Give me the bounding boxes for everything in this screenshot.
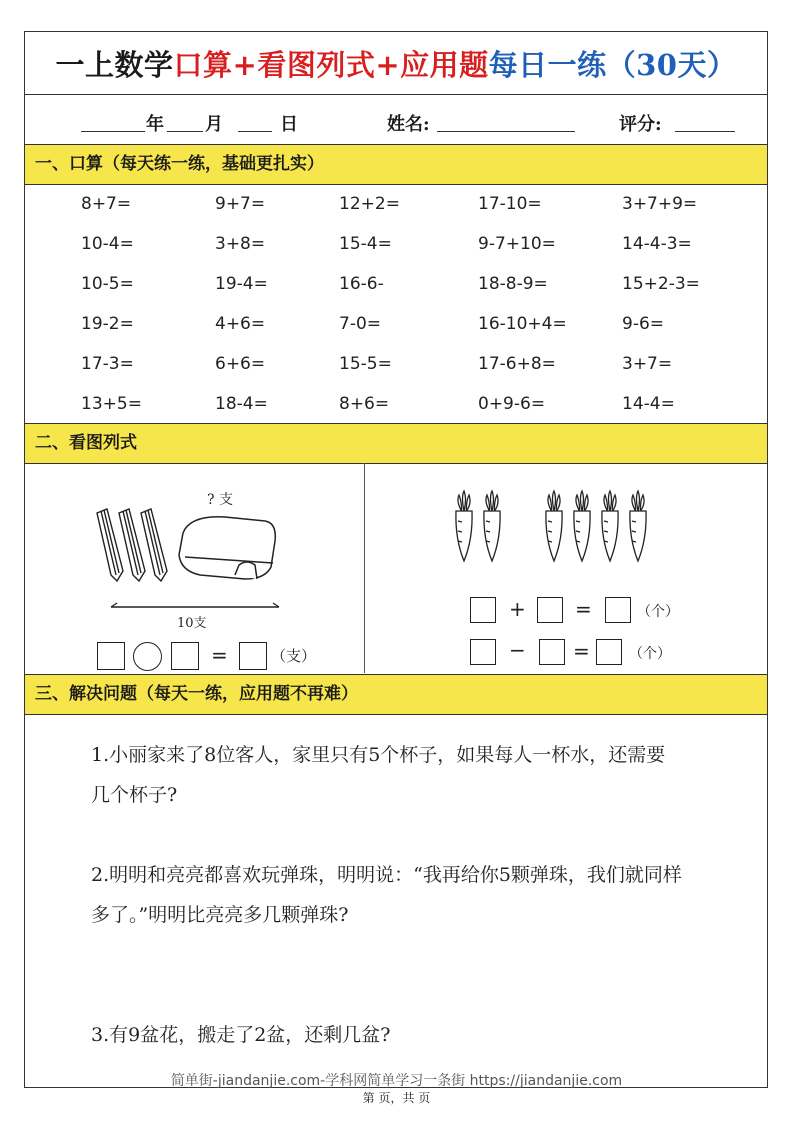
problem-line: 多了。”明明比亮亮多几颗弹珠?	[91, 904, 349, 926]
answer-box[interactable]	[97, 642, 125, 670]
equals-sign: =	[211, 643, 228, 667]
calc-item: 17-10=	[478, 194, 542, 214]
calc-item: 10-4=	[81, 234, 134, 254]
problem-2	[91, 855, 731, 935]
operator-circle[interactable]	[133, 642, 162, 671]
minus-sign: −	[509, 638, 526, 662]
calc-item: 15-5=	[339, 354, 392, 374]
day-blank[interactable]	[238, 131, 272, 132]
equals-sign: =	[573, 639, 590, 663]
calc-item: 6+6=	[215, 354, 266, 374]
year-blank[interactable]	[81, 131, 145, 132]
pencil-icon	[97, 509, 123, 581]
answer-box[interactable]	[171, 642, 199, 670]
footer-watermark: 简单街-jiandanjie.com-学科网简单学习一条街 https://jiandanjie.com	[170, 1073, 623, 1089]
calc-item: 8+6=	[339, 394, 390, 414]
page-title	[25, 32, 767, 95]
score-blank[interactable]	[675, 131, 735, 132]
calc-item: 16-10+4=	[478, 314, 567, 334]
answer-box[interactable]	[470, 639, 496, 665]
section-calc-header: 一、口算（每天练一练，基础更扎实）	[25, 144, 767, 185]
calc-item: 3+7=	[622, 354, 673, 374]
problem-line: 3.有9盆花，搬走了2盆，还剩几盆?	[91, 1024, 391, 1046]
answer-box[interactable]	[239, 642, 267, 670]
section-picture-header: 二、看图列式	[25, 423, 767, 464]
calc-item: 18-4=	[215, 394, 268, 414]
unit-label: （个）	[629, 646, 671, 662]
problem-line: 2.明明和亮亮都喜欢玩弹珠，明明说：“我再给你5颗弹珠，我们就同样	[91, 864, 682, 886]
score-label: 评分:	[619, 114, 662, 135]
title-part-1: 一上数学	[55, 47, 174, 82]
unknown-count-label: ? 支	[207, 492, 233, 508]
calc-item: 0+9-6=	[478, 394, 546, 414]
calc-grid	[25, 186, 767, 422]
calc-item: 19-2=	[81, 314, 134, 334]
calc-item: 10-5=	[81, 274, 134, 294]
name-blank[interactable]	[437, 131, 575, 132]
section-problems-header: 三、解决问题（每天一练，应用题不再难）	[25, 674, 767, 715]
problem-line: 几个杯子?	[91, 784, 178, 806]
answer-box[interactable]	[537, 597, 563, 623]
day-label: 日	[280, 114, 298, 135]
info-row	[25, 95, 767, 145]
worksheet	[24, 31, 768, 1088]
title-part-3: 每日一练（30天）	[488, 47, 737, 82]
month-blank[interactable]	[167, 131, 203, 132]
calc-item: 8+7=	[81, 194, 132, 214]
plus-sign: +	[509, 597, 526, 621]
calc-item: 3+8=	[215, 234, 266, 254]
calc-item: 9-7+10=	[478, 234, 556, 254]
total-label: 10支	[177, 616, 207, 631]
calc-item: 17-6+8=	[478, 354, 556, 374]
picture-area	[25, 463, 767, 673]
calc-item: 15-4=	[339, 234, 392, 254]
calc-item: 9-6=	[622, 314, 665, 334]
calc-item: 15+2-3=	[622, 274, 700, 294]
calc-item: 7-0=	[339, 314, 382, 334]
problem-1	[91, 735, 731, 815]
calc-item: 18-8-9=	[478, 274, 548, 294]
carrot-icon	[574, 491, 590, 561]
unit-label: （支）	[271, 647, 317, 665]
calc-item: 4+6=	[215, 314, 266, 334]
answer-box[interactable]	[470, 597, 496, 623]
page-number: 第 页，共 页	[362, 1091, 431, 1105]
calc-item: 16-6-	[339, 274, 384, 294]
carrot-icon	[630, 491, 646, 561]
answer-box[interactable]	[605, 597, 631, 623]
name-label: 姓名:	[387, 114, 430, 135]
calc-item: 19-4=	[215, 274, 268, 294]
problem-3	[91, 1015, 731, 1055]
year-label: 年	[146, 114, 164, 135]
calc-item: 14-4=	[622, 394, 675, 414]
title-part-2: 口算+看图列式+应用题	[173, 47, 489, 82]
answer-box[interactable]	[539, 639, 565, 665]
equals-sign: =	[575, 597, 592, 621]
pencil-case-icon	[179, 517, 275, 579]
unit-label: （个）	[637, 604, 679, 620]
carrot-icon	[456, 491, 472, 561]
carrot-icon	[484, 491, 500, 561]
calc-item: 13+5=	[81, 394, 142, 414]
calc-item: 17-3=	[81, 354, 134, 374]
answer-box[interactable]	[596, 639, 622, 665]
calc-item: 3+7+9=	[622, 194, 698, 214]
month-label: 月	[205, 114, 223, 135]
carrot-icon	[546, 491, 562, 561]
carrots-figure	[364, 489, 769, 589]
carrot-icon	[602, 491, 618, 561]
calc-item: 14-4-3=	[622, 234, 692, 254]
calc-item: 9+7=	[215, 194, 266, 214]
problem-line: 1.小丽家来了8位客人，家里只有5个杯子，如果每人一杯水，还需要	[91, 744, 666, 766]
calc-item: 12+2=	[339, 194, 400, 214]
